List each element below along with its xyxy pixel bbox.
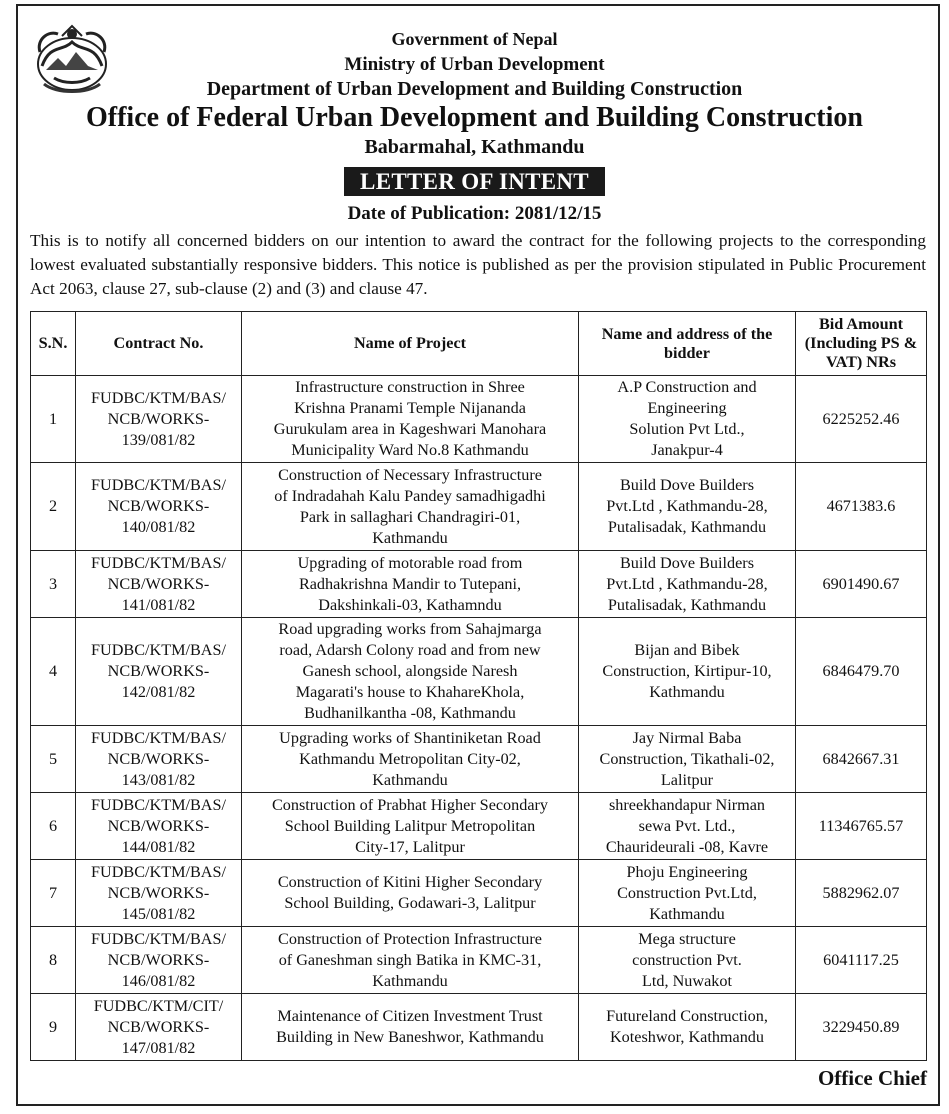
cell-bidder-line: Build Dove Builders — [620, 476, 754, 494]
cell-project-line: Upgrading works of Shantiniketan Road — [279, 728, 541, 747]
cell-contract-no-line: NCB/WORKS- — [107, 749, 210, 768]
cell-project-line: Construction of Protection Infrastructure — [278, 929, 542, 948]
header-bid-amount: Bid Amount (Including PS & VAT) NRs — [796, 312, 927, 376]
cell-bidder-line: Build Dove Builders — [620, 553, 754, 572]
cell-bidder-line: Putalisadak, Kathmandu — [607, 595, 767, 614]
cell-bidder-line: Chaurideurali -08, Kavre — [605, 837, 769, 856]
cell-project-line: School Building Lalitpur Metropolitan — [284, 816, 536, 835]
header-bidder: Name and address of the bidder — [579, 312, 796, 376]
cell-project — [242, 463, 579, 551]
cell-project-line: Dakshinkali-03, Kathamndu — [318, 595, 502, 614]
cell-sn: 1 — [31, 376, 76, 463]
cell-contract-no-line: FUDBC/KTM/BAS/ — [91, 795, 226, 814]
cell-bid-amount: 6842667.31 — [796, 726, 927, 793]
cell-project-line: City-17, Lalitpur — [355, 837, 465, 856]
table-row — [31, 618, 927, 726]
cell-project-line: Ganesh school, alongside Naresh — [302, 662, 518, 680]
cell-bidder-line: Putalisadak, Kathmandu — [607, 518, 767, 536]
cell-project-line: School Building, Godawari-3, Lalitpur — [284, 894, 536, 912]
cell-project — [242, 860, 579, 927]
cell-contract-no-line: NCB/WORKS- — [107, 662, 210, 680]
cell-contract-no — [76, 376, 242, 463]
cell-project-line: Construction of Kitini Higher Secondary — [277, 873, 543, 891]
cell-contract-no — [76, 618, 242, 726]
cell-project — [242, 376, 579, 463]
cell-contract-no-line: 141/081/82 — [121, 595, 196, 614]
cell-bidder — [579, 551, 796, 618]
cell-bidder-line: Engineering — [647, 399, 727, 417]
address-line: Babarmahal, Kathmandu — [364, 136, 585, 158]
cell-project-line: Kathmandu Metropolitan City-02, — [299, 749, 521, 768]
cell-contract-no — [76, 726, 242, 793]
cell-bid-amount: 6901490.67 — [796, 551, 927, 618]
cell-contract-no-line: FUDBC/KTM/BAS/ — [91, 476, 226, 494]
cell-project — [242, 726, 579, 793]
cell-bidder — [579, 463, 796, 551]
table-row — [31, 551, 927, 618]
cell-sn: 5 — [31, 726, 76, 793]
ministry-line: Ministry of Urban Development — [344, 54, 605, 75]
cell-contract-no-line: FUDBC/KTM/BAS/ — [91, 929, 226, 948]
cell-sn: 6 — [31, 793, 76, 860]
cell-bidder-line: Pvt.Ltd , Kathmandu-28, — [606, 574, 768, 593]
cell-bidder — [579, 793, 796, 860]
cell-project-line: Construction of Prabhat Higher Secondary — [271, 795, 549, 814]
cell-project-line: Budhanilkantha -08, Kathmandu — [304, 704, 516, 722]
cell-project-line: Kathmandu — [372, 528, 448, 547]
cell-contract-no-line: 145/081/82 — [121, 904, 196, 923]
cell-bidder-line: Pvt.Ltd , Kathmandu-28, — [606, 497, 768, 515]
cell-bidder-line: shreekhandapur Nirman — [609, 795, 765, 814]
cell-sn: 2 — [31, 463, 76, 551]
title-wrap — [0, 167, 949, 196]
cell-sn: 9 — [31, 994, 76, 1061]
cell-bidder-line: Lalitpur — [660, 770, 714, 789]
cell-sn: 4 — [31, 618, 76, 726]
cell-bidder-line: sewa Pvt. Ltd., — [638, 816, 736, 835]
cell-bid-amount: 5882962.07 — [796, 860, 927, 927]
cell-bidder-line: Bijan and Bibek — [634, 641, 740, 659]
cell-project — [242, 618, 579, 726]
cell-sn: 7 — [31, 860, 76, 927]
cell-bidder-line: A.P Construction and — [617, 378, 757, 396]
table-row — [31, 793, 927, 860]
cell-bid-amount: 3229450.89 — [796, 994, 927, 1061]
govt-line: Government of Nepal — [391, 29, 558, 49]
cell-contract-no — [76, 463, 242, 551]
header-sn: S.N. — [31, 312, 76, 376]
cell-contract-no-line: 142/081/82 — [121, 683, 196, 701]
cell-sn: 8 — [31, 927, 76, 994]
cell-bidder-line: Construction, Tikathali-02, — [599, 749, 775, 768]
cell-contract-no-line: 140/081/82 — [121, 518, 196, 536]
cell-contract-no-line: FUDBC/KTM/CIT/ — [93, 996, 224, 1015]
table-row — [31, 726, 927, 793]
cell-contract-no-line: 144/081/82 — [121, 837, 196, 856]
cell-contract-no-line: 139/081/82 — [121, 430, 196, 449]
cell-bidder — [579, 618, 796, 726]
cell-bidder-line: Solution Pvt Ltd., — [629, 420, 745, 438]
cell-contract-no — [76, 551, 242, 618]
office-line: Office of Federal Urban Development and Building Construction — [86, 102, 863, 133]
cell-project-line: Construction of Necessary Infrastructure — [278, 465, 542, 484]
cell-bidder-line: Futureland Construction, — [606, 1007, 768, 1025]
cell-contract-no-line: FUDBC/KTM/BAS/ — [91, 388, 226, 407]
cell-bidder — [579, 927, 796, 994]
cell-contract-no-line: FUDBC/KTM/BAS/ — [91, 728, 226, 747]
cell-project-line: of Ganeshman singh Batika in KMC-31, — [278, 950, 542, 969]
cell-bid-amount: 4671383.6 — [796, 463, 927, 551]
cell-project-line: Infrastructure construction in Shree — [295, 378, 525, 396]
table-row — [31, 860, 927, 927]
cell-contract-no-line: NCB/WORKS- — [107, 409, 210, 428]
header-project: Name of Project — [242, 312, 579, 376]
cell-bidder-line: Ltd, Nuwakot — [642, 971, 732, 990]
publication-date: Date of Publication: 2081/12/15 — [347, 203, 602, 224]
cell-project-line: Gurukulam area in Kageshwari Manohara — [273, 420, 547, 438]
cell-project-line: Upgrading of motorable road from — [297, 553, 523, 572]
cell-contract-no-line: 146/081/82 — [121, 971, 196, 990]
cell-project-line: Krishna Pranami Temple Nijananda — [294, 399, 526, 417]
cell-bidder — [579, 376, 796, 463]
table-header-row — [31, 312, 927, 376]
cell-project — [242, 793, 579, 860]
cell-bid-amount: 6846479.70 — [796, 618, 927, 726]
cell-contract-no-line: NCB/WORKS- — [107, 950, 210, 969]
cell-project-line: Kathmandu — [372, 770, 448, 789]
cell-contract-no-line: NCB/WORKS- — [107, 816, 210, 835]
cell-bidder-line: construction Pvt. — [632, 950, 742, 969]
cell-project-line: road, Adarsh Colony road and from new — [279, 641, 541, 659]
cell-project-line: Municipality Ward No.8 Kathmandu — [291, 441, 529, 459]
cell-bidder-line: Mega structure — [638, 929, 736, 948]
header-contract-no: Contract No. — [76, 312, 242, 376]
contracts-table — [30, 311, 927, 1061]
cell-project-line: Radhakrishna Mandir to Tutepani, — [298, 574, 522, 593]
cell-project — [242, 551, 579, 618]
cell-project-line: Kathmandu — [372, 971, 448, 990]
cell-project-line: Magarati's house to KhahareKhola, — [295, 683, 525, 701]
cell-project-line: Road upgrading works from Sahajmarga — [278, 620, 542, 638]
cell-contract-no-line: NCB/WORKS- — [107, 883, 210, 902]
cell-project-line: Park in sallaghari Chandragiri-01, — [299, 507, 521, 526]
cell-project — [242, 927, 579, 994]
cell-contract-no-line: 147/081/82 — [121, 1038, 196, 1057]
cell-contract-no — [76, 994, 242, 1061]
cell-contract-no — [76, 860, 242, 927]
cell-bidder-line: Kathmandu — [649, 683, 725, 701]
cell-project-line: Building in New Baneshwor, Kathmandu — [276, 1028, 544, 1046]
cell-bidder-line: Koteshwor, Kathmandu — [609, 1028, 764, 1046]
table-row — [31, 376, 927, 463]
cell-contract-no-line: FUDBC/KTM/BAS/ — [91, 553, 226, 572]
cell-contract-no-line: NCB/WORKS- — [107, 574, 210, 593]
cell-bidder — [579, 726, 796, 793]
cell-contract-no-line: FUDBC/KTM/BAS/ — [91, 641, 226, 659]
cell-bidder — [579, 860, 796, 927]
cell-project-line: of Indradahah Kalu Pandey samadhigadhi — [274, 486, 546, 505]
cell-bid-amount: 11346765.57 — [796, 793, 927, 860]
cell-contract-no — [76, 793, 242, 860]
cell-bidder-line: Construction Pvt.Ltd, — [617, 883, 757, 902]
cell-sn: 3 — [31, 551, 76, 618]
table-row — [31, 463, 927, 551]
cell-bidder — [579, 994, 796, 1061]
cell-bid-amount: 6041117.25 — [796, 927, 927, 994]
intro-paragraph: This is to notify all concerned bidders on our intention to award the contract for the following projects to the corresponding lowest evaluated substantially responsive bidders. This notice is published as per the provision stipulated in Public Procurement Act 2063, clause 27, sub-clause (2) and (3) and clause 47. — [30, 231, 926, 298]
office-chief-signature: Office Chief — [817, 1066, 927, 1090]
cell-bidder-line: Phoju Engineering — [626, 862, 748, 881]
cell-contract-no-line: 143/081/82 — [121, 770, 196, 789]
cell-contract-no-line: NCB/WORKS- — [107, 1017, 210, 1036]
table-body — [31, 376, 927, 1061]
cell-contract-no — [76, 927, 242, 994]
cell-bidder-line: Jay Nirmal Baba — [632, 728, 742, 747]
cell-bidder-line: Construction, Kirtipur-10, — [602, 662, 772, 680]
cell-bid-amount: 6225252.46 — [796, 376, 927, 463]
cell-bidder-line: Kathmandu — [649, 904, 725, 923]
cell-bidder-line: Janakpur-4 — [651, 441, 723, 459]
cell-project — [242, 994, 579, 1061]
cell-project-line: Maintenance of Citizen Investment Trust — [277, 1007, 543, 1025]
cell-contract-no-line: FUDBC/KTM/BAS/ — [91, 862, 226, 881]
document-title: LETTER OF INTENT — [344, 167, 605, 196]
cell-contract-no-line: NCB/WORKS- — [107, 497, 210, 515]
department-line: Department of Urban Development and Building Construction — [206, 78, 743, 100]
table-row — [31, 927, 927, 994]
table-row — [31, 994, 927, 1061]
